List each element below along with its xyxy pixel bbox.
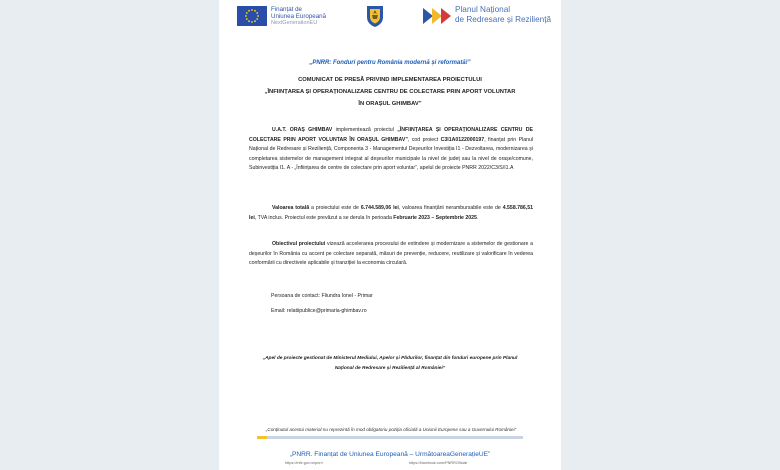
paragraph-value: Valoarea totală a proiectului este de 6.744.589,06 lei, valoarea finanțării nerambursabile este de 4.558.786,51 lei, TVA inclus. Proiectul este prevăzut a se derula în perioada Februarie 2023 – Septembrie 2025.: [249, 205, 534, 221]
footer-link-facebook[interactable]: https://facebook.com/PNRROficial/: [409, 461, 468, 465]
eu-label-line2: Uniunea Europeană: [271, 13, 327, 20]
project-period: Februarie 2023 – Septembrie 2025: [393, 214, 477, 221]
eu-label-line1: Finanțat de: [271, 6, 302, 13]
eu-label-line3: NextGenerationEU: [271, 20, 318, 26]
footer-color-bar: [257, 436, 523, 439]
footer-link-mfe[interactable]: https://mfe.gov.ro/pnrr/: [285, 461, 323, 465]
document-header: [219, 0, 561, 34]
pnrr-label-line1: Planul Național: [455, 5, 511, 14]
organization-name: U.A.T. ORAȘ GHIMBAV: [272, 127, 333, 133]
pnrr-logo-icon: [421, 6, 455, 26]
footer-slogan: „PNRR. Finanțat de Uniunea Europeană – UrmătoareaGenerațieUE”: [289, 451, 491, 458]
project-slogan: „PNRR: Fonduri pentru România modernă și reformată!”: [309, 60, 471, 66]
contact-person: Persoana de contact: Fliundra Ionel - Primar: [271, 293, 373, 299]
paragraph-implementation: U.A.T. ORAȘ GHIMBAV implementează proiectul „ÎNFIINȚAREA ȘI OPERAȚIONALIZARE CENTRU DE COLECTARE PRIN APORT VOLUNTAR ÎN ORAȘUL GHIMBAV”, cod proiect C3I1A0122000197, finanțat prin Planul Național de Redresare și Reziliență, Componenta 3 - Managementul Deșeurilor Investiția I1 - Dezvoltarea, modernizarea și completarea sistemelor de management integrat al deșeurilor municipale la nivel de județ sau la nivel de orașe/comune, Subinvestiția I1. A - „Înființarea de centre de colectare prin aport voluntar”, apelul de proiecte PNRR 2022/C3/S/I1.A: [249, 127, 534, 172]
eu-flag-icon: [237, 6, 267, 26]
project-code: C3I1A0122000197: [440, 136, 485, 143]
project-name: „ÎNFIINȚAREA ȘI OPERAȚIONALIZARE CENTRU DE COLECTARE PRIN APORT VOLUNTAR ÎN ORAȘUL GHIMBAV”: [249, 127, 533, 143]
pnrr-label: [455, 5, 551, 24]
romanian-government-crest-icon: [363, 3, 387, 29]
project-name-line2: ÎN ORAȘUL GHIMBAV”: [358, 101, 422, 107]
total-value: 6.744.589,06 lei: [360, 205, 399, 211]
project-name-line1: „ÎNFIINȚAREA ȘI OPERAȚIONALIZARE CENTRU DE COLECTARE PRIN APORT VOLUNTAR: [264, 89, 516, 95]
paragraph-objective: Obiectivul proiectului vizează accelerarea procesului de extindere și modernizare a sistemelor de gestionare a deșeurilor în România cu accent pe colectare separată, măsuri de prevenție, reducere, reutilizare și valorificare în vederea conformării cu directivele aplicabile și tranziției la economia circulară.: [249, 241, 533, 267]
pnrr-label-line2: de Redresare și Reziliență: [455, 14, 552, 24]
grant-value: 4.558.786,51 lei: [249, 205, 534, 221]
document-page: [219, 0, 561, 470]
press-release-title: COMUNICAT DE PRESĂ PRIVIND IMPLEMENTAREA PROIECTULUI: [298, 77, 482, 83]
funding-footnote: „Apel de proiecte gestionat de Ministerul Mediului, Apelor și Pădurilor, finanțat din fonduri europene prin Planul Național de Redresare și Reziliență al României”: [262, 356, 518, 371]
eu-funding-label: [271, 6, 326, 27]
footer-disclaimer: „Conținutul acestui material nu reprezintă în mod obligatoriu poziția oficială a Uniunii Europene sau a Guvernului României”: [265, 427, 517, 432]
contact-email[interactable]: Email: relatiipublice@primaria-ghimbav.ro: [271, 308, 367, 314]
